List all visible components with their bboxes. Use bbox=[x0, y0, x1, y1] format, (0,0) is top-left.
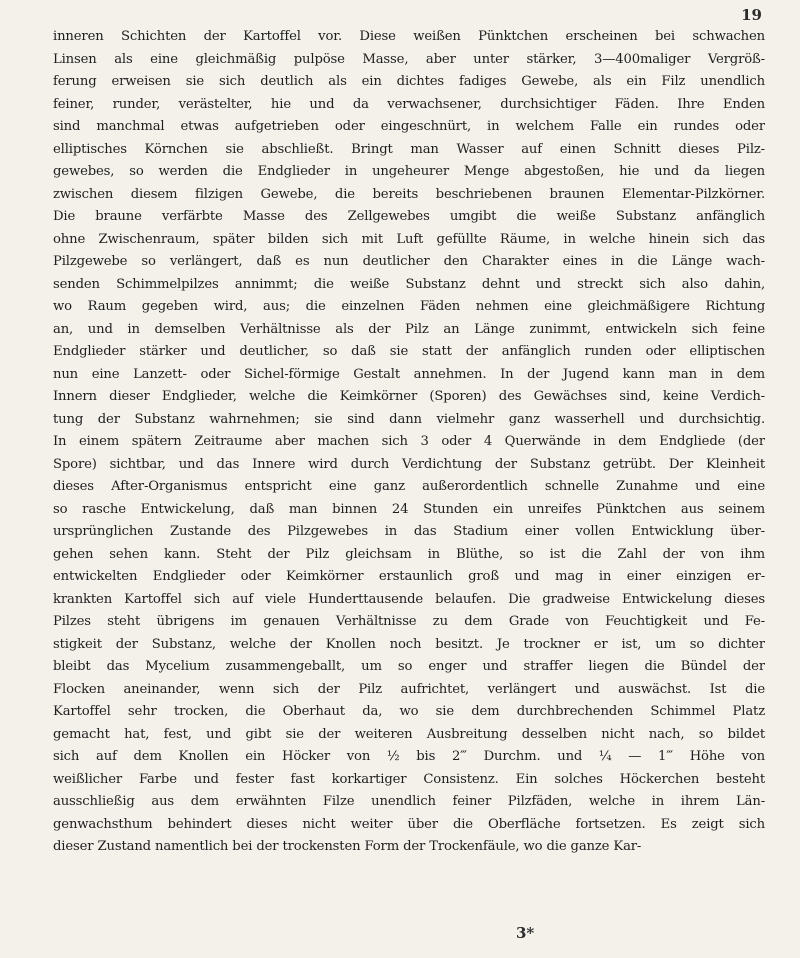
text-line: zwischen diesem filzigen Gewebe, die bereits beschriebenen braunen Elementar-Pilzkörner. bbox=[53, 186, 765, 202]
text-line: ohne Zwischenraum, später bilden sich mit Luft gefüllte Räume, in welche hinein sich das bbox=[53, 231, 765, 247]
text-line: Pilzes steht übrigens im genauen Verhältnisse zu dem Grade von Feuchtigkeit und Fe- bbox=[53, 614, 765, 629]
text-line: krankten Kartoffel sich auf viele Hunderttausende belaufen. Die gradweise Entwickelung dieses bbox=[53, 591, 765, 607]
text-line: Spore) sichtbar, und das Innere wird durch Verdichtung der Substanz getrübt. Der Kleinheit bbox=[53, 456, 765, 472]
text-line: Innern dieser Endglieder, welche die Keimkörner (Sporen) des Gewächses sind, keine Verdich- bbox=[53, 389, 765, 404]
text-line: genwachsthum behindert dieses nicht weiter über die Oberfläche fortsetzen. Es zeigt sich bbox=[53, 816, 765, 832]
text-line: an, und in demselben Verhältnisse als der Pilz an Länge zunimmt, entwickeln sich feine bbox=[53, 321, 765, 337]
text-line: feiner, runder, verästelter, hie und da verwachsener, durchsichtiger Fäden. Ihre Enden bbox=[53, 96, 765, 112]
text-line: senden Schimmelpilzes annimmt; die weiße Substanz dehnt und streckt sich also dahin, bbox=[53, 276, 765, 292]
text-line: dieses After-Organismus entspricht eine ganz außerordentlich schnelle Zunahme und eine bbox=[53, 479, 765, 494]
text-line: Flocken aneinander, wenn sich der Pilz aufrichtet, verlängert und auswächst. Ist die bbox=[53, 681, 765, 697]
text-line: ferung erweisen sie sich deutlich als ein dichtes fadiges Gewebe, als ein Filz unendlich bbox=[53, 74, 765, 89]
text-line: inneren Schichten der Kartoffel vor. Diese weißen Pünktchen erscheinen bei schwachen bbox=[53, 29, 765, 44]
text-line: entwickelten Endglieder oder Keimkörner erstaunlich groß und mag in einer einzigen er- bbox=[53, 569, 765, 584]
text-line: wo Raum gegeben wird, aus; die einzelnen Fäden nehmen eine gleichmäßigere Richtung bbox=[53, 299, 765, 314]
text-line: Die braune verfärbte Masse des Zellgewebes umgibt die weiße Substanz anfänglich bbox=[53, 209, 765, 224]
page-number: 19 bbox=[741, 6, 762, 24]
body-text bbox=[53, 26, 765, 859]
text-line: so rasche Entwickelung, daß man binnen 24 Stunden ein unreifes Pünktchen aus seinem bbox=[53, 501, 765, 517]
text-line: Linsen als eine gleichmäßig pulpöse Masse, aber unter stärker, 3—400maliger Vergröß- bbox=[53, 51, 765, 67]
text-line: weißlicher Farbe und fester fast korkartiger Consistenz. Ein solches Höckerchen besteht bbox=[53, 771, 765, 787]
printer-signature-mark: 3* bbox=[516, 924, 535, 942]
text-line: bleibt das Mycelium zusammengeballt, um so enger und straffer liegen die Bündel der bbox=[53, 659, 765, 674]
text-line: Kartoffel sehr trocken, die Oberhaut da, wo sie dem durchbrechenden Schimmel Platz bbox=[53, 704, 765, 719]
text-line: stigkeit der Substanz, welche der Knollen noch besitzt. Je trockner er ist, um so dichter bbox=[53, 636, 765, 652]
text-line: Pilzgewebe so verlängert, daß es nun deutlicher den Charakter eines in die Länge wach- bbox=[53, 254, 765, 269]
text-line: ursprünglichen Zustande des Pilzgewebes in das Stadium einer vollen Entwicklung über- bbox=[53, 524, 765, 539]
text-line: elliptisches Körnchen sie abschließt. Bringt man Wasser auf einen Schnitt dieses Pilz- bbox=[53, 141, 765, 157]
text-line: sich auf dem Knollen ein Höcker von ½ bis 2‴ Durchm. und ¼ — 1‴ Höhe von bbox=[53, 749, 765, 764]
text-line: Endglieder stärker und deutlicher, so daß sie statt der anfänglich runden oder elliptischen bbox=[53, 344, 765, 359]
text-line: ausschließig aus dem erwähnten Filze unendlich feiner Pilzfäden, welche in ihrem Län- bbox=[53, 794, 765, 809]
text-line: nun eine Lanzett- oder Sichel-förmige Gestalt annehmen. In der Jugend kann man in dem bbox=[53, 366, 765, 382]
text-line: gemacht hat, fest, und gibt sie der weiteren Ausbreitung desselben nicht nach, so bildet bbox=[53, 726, 765, 742]
text-line: In einem spätern Zeitraume aber machen sich 3 oder 4 Querwände in dem Endgliede (der bbox=[53, 434, 765, 449]
text-line: gewebes, so werden die Endglieder in ungeheurer Menge abgestoßen, hie und da liegen bbox=[53, 164, 765, 179]
text-line: dieser Zustand namentlich bei der trockensten Form der Trockenfäule, wo die ganze Kar- bbox=[53, 839, 642, 854]
text-line: gehen sehen kann. Steht der Pilz gleichsam in Blüthe, so ist die Zahl der von ihm bbox=[53, 546, 765, 562]
text-line: tung der Substanz wahrnehmen; sie sind dann vielmehr ganz wasserhell und durchsichtig. bbox=[53, 411, 765, 427]
text-line: sind manchmal etwas aufgetrieben oder eingeschnürt, in welchem Falle ein rundes oder bbox=[53, 119, 765, 134]
